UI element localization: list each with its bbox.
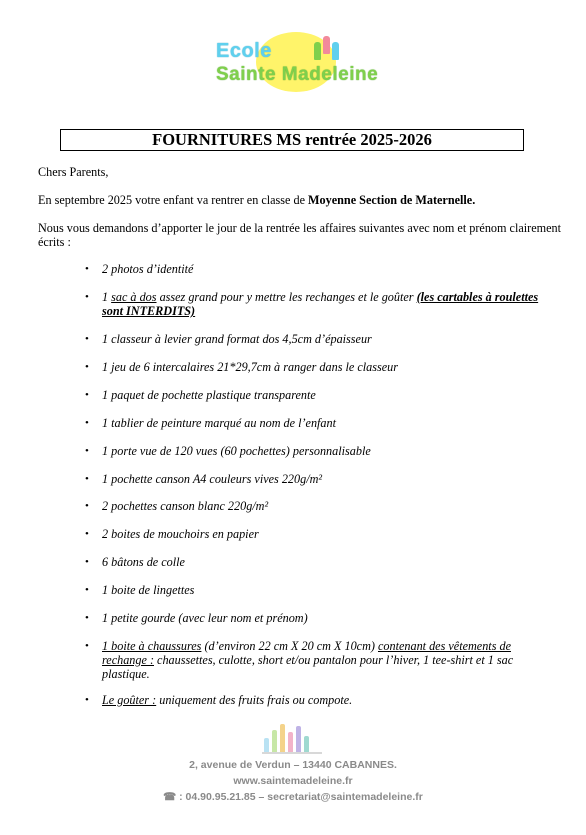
list-item: 2 pochettes canson blanc 220g/m² [102, 499, 269, 513]
request-line-2: écrits : [38, 235, 71, 249]
item-warning-text: (les cartables à roulettes [416, 290, 539, 304]
list-item: 1 porte vue de 120 vues (60 pochettes) personnalisable [102, 444, 371, 458]
request-line-1: Nous vous demandons d’apporter le jour de la rentrée les affaires suivantes avec nom et prénom clairement [38, 221, 561, 235]
footer-address: 2, avenue de Verdun – 13440 CABANNES. [189, 759, 397, 771]
bullet-icon: • [85, 333, 89, 345]
school-logo [212, 30, 377, 94]
logo-children-figures [312, 36, 342, 62]
greeting: Chers Parents, [38, 165, 109, 179]
intro-prefix: En septembre 2025 votre enfant va rentrer en classe de [38, 193, 309, 207]
logo-text-sainte-madeleine: Sainte Madeleine [216, 64, 379, 85]
list-item [102, 290, 542, 318]
item-underlined-text: Le goûter : [102, 693, 157, 707]
item-underlined-text: rechange : [102, 653, 154, 667]
footer-logo-bars [262, 722, 324, 754]
item-text: 1 [102, 290, 112, 304]
item-text: chaussettes, culotte, short et/ou pantalon pour l’hiver, 1 tee-shirt et 1 sac [154, 653, 514, 667]
item-underlined-text: sac à dos [111, 290, 157, 304]
item-text: (d’environ 22 cm X 20 cm X 10cm) [201, 639, 378, 653]
bullet-icon: • [85, 291, 89, 303]
bullet-icon: • [85, 528, 89, 540]
list-item [102, 693, 542, 707]
footer-contact: ☎ : 04.90.95.21.85 – secretariat@saintemadeleine.fr [163, 791, 423, 803]
list-item: 1 tablier de peinture marqué au nom de l’enfant [102, 416, 337, 430]
bullet-icon: • [85, 389, 89, 401]
list-item: 6 bâtons de colle [102, 555, 185, 569]
item-text: plastique. [102, 667, 150, 681]
list-item: 1 jeu de 6 intercalaires 21*29,7cm à ranger dans le classeur [102, 360, 398, 374]
list-item: 2 photos d’identité [102, 262, 194, 276]
bullet-icon: • [85, 263, 89, 275]
bullet-icon: • [85, 694, 89, 706]
bullet-icon: • [85, 584, 89, 596]
item-underlined-text: 1 boite à chaussures [102, 639, 202, 653]
bullet-icon: • [85, 473, 89, 485]
logo-text-ecole: Ecole [216, 40, 272, 62]
item-warning-text-cont: sont INTERDITS) [102, 304, 196, 318]
list-item: 1 boite de lingettes [102, 583, 195, 597]
item-text: uniquement des fruits frais ou compote. [156, 693, 353, 707]
bullet-icon: • [85, 500, 89, 512]
item-underlined-text: contenant des vêtements de [377, 639, 511, 653]
list-item: 1 paquet de pochette plastique transparente [102, 388, 316, 402]
footer-website: www.saintemadeleine.fr [233, 775, 353, 787]
bullet-icon: • [85, 640, 89, 652]
document-title: FOURNITURES MS rentrée 2025-2026 [60, 129, 524, 151]
bullet-icon: • [85, 612, 89, 624]
list-item: 1 pochette canson A4 couleurs vives 220g/m² [102, 472, 323, 486]
bullet-icon: • [85, 556, 89, 568]
bullet-icon: • [85, 417, 89, 429]
list-item: 1 classeur à levier grand format dos 4,5cm d’épaisseur [102, 332, 372, 346]
item-text: assez grand pour y mettre les rechanges et le goûter [156, 290, 417, 304]
list-item: 1 petite gourde (avec leur nom et prénom) [102, 611, 308, 625]
intro-paragraph [38, 193, 475, 207]
intro-class-name: Moyenne Section de Maternelle. [308, 193, 476, 207]
bullet-icon: • [85, 361, 89, 373]
list-item: 2 boites de mouchoirs en papier [102, 527, 259, 541]
list-item [102, 639, 542, 681]
bullet-icon: • [85, 445, 89, 457]
